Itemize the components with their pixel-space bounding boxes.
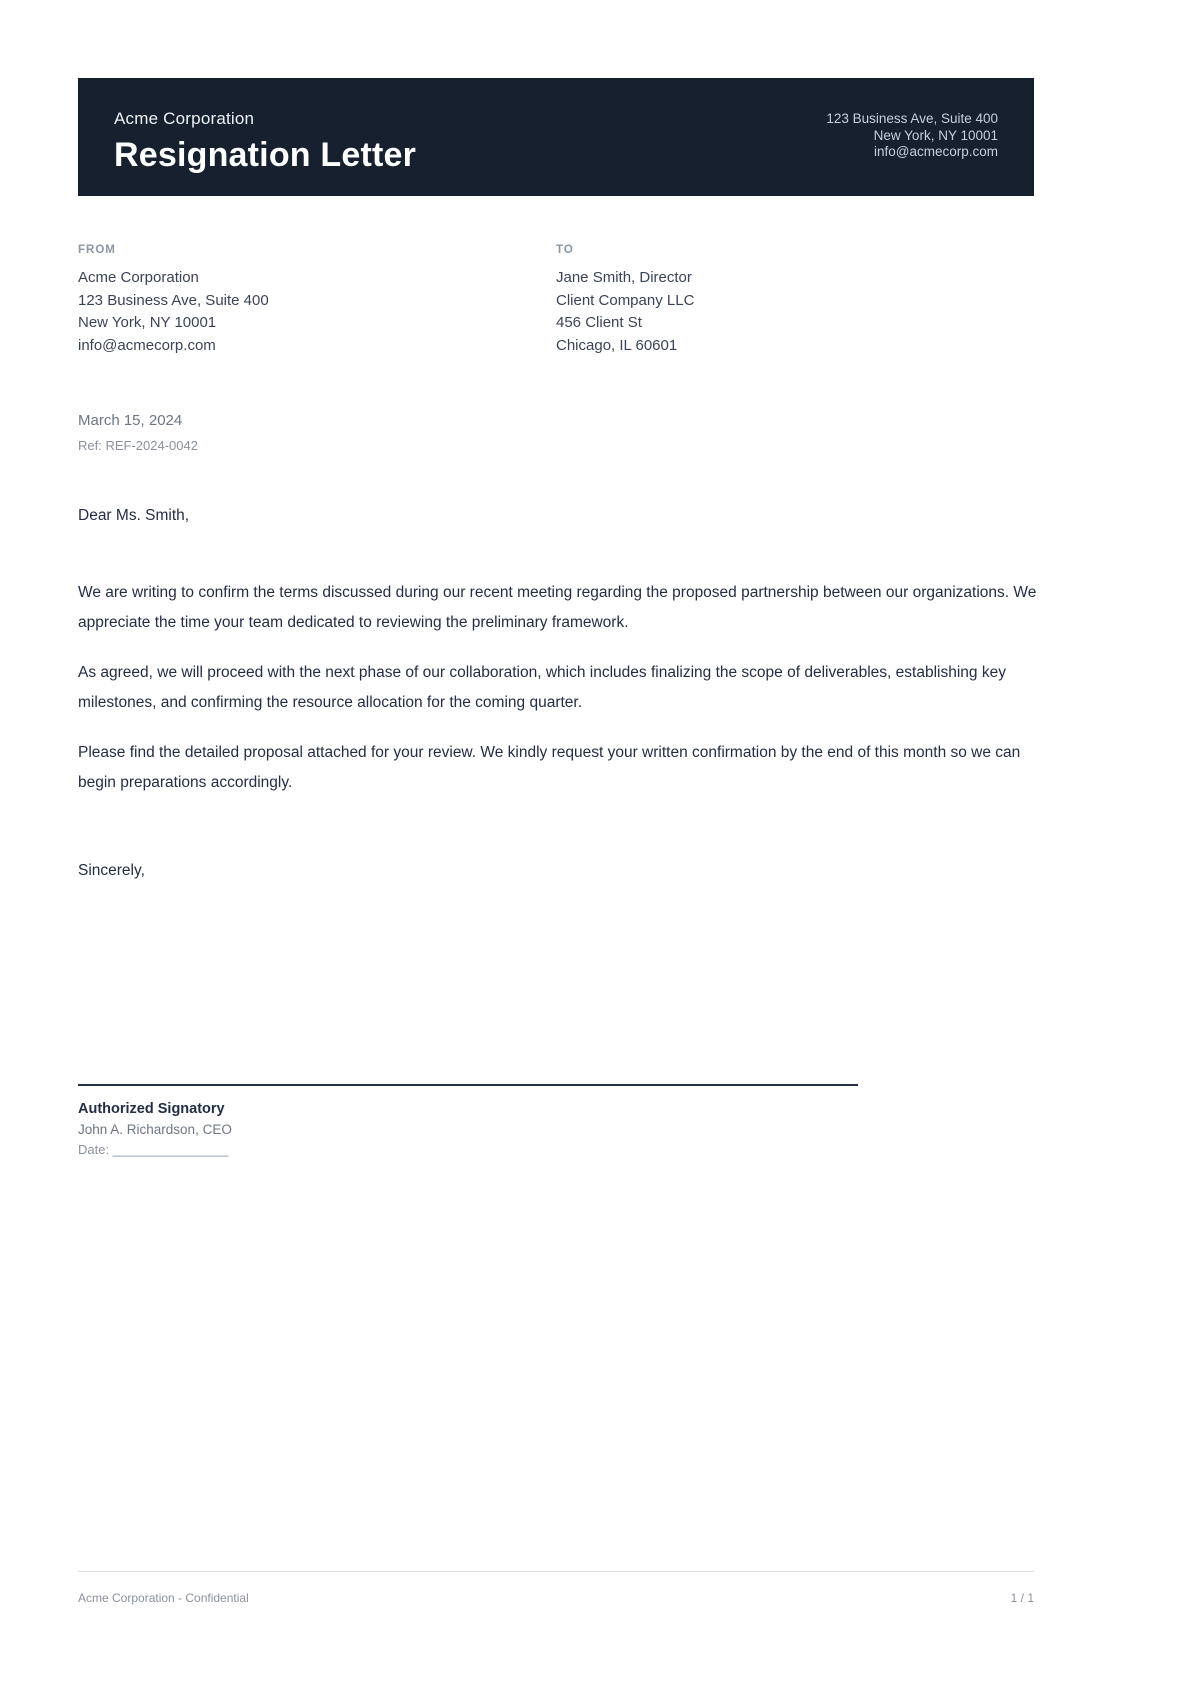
body-paragraph: As agreed, we will proceed with the next phase of our collaboration, which includes finalizing the scope of deliverables, establishing key milestones, and confirming the resource allocation for the coming quarter. — [78, 664, 1006, 711]
body-paragraph: Please find the detailed proposal attached for your review. We kindly request your written confirmation by the end of this month so we can begin preparations accordingly. — [78, 744, 1021, 791]
letterhead-identity — [114, 78, 416, 174]
signature-block — [78, 1084, 858, 1157]
parties-section — [78, 244, 1034, 357]
to-name: Jane Smith, Director — [556, 269, 692, 286]
to-block — [556, 244, 1034, 357]
signature-date-field: Date: ________________ — [78, 1142, 229, 1157]
to-company: Client Company LLC — [556, 291, 695, 309]
to-label: TO — [556, 244, 574, 256]
signatory-name: John A. Richardson, CEO — [78, 1122, 232, 1137]
letter-body — [78, 578, 1040, 818]
reference-number: Ref: REF-2024-0042 — [78, 438, 198, 453]
document-title: Resignation Letter — [114, 136, 417, 174]
date-block — [78, 412, 198, 453]
address-line-email: info@acmecorp.com — [874, 144, 998, 159]
body-paragraph: We are writing to confirm the terms discussed during our recent meeting regarding the proposed partnership between our organizations. We appreciate the time your team dedicated to reviewing the preliminary framework. — [78, 584, 1037, 631]
from-label: FROM — [78, 244, 116, 256]
to-city: Chicago, IL 60601 — [556, 336, 678, 354]
from-city: New York, NY 10001 — [78, 314, 217, 331]
footer-confidential-text: Acme Corporation - Confidential — [78, 1591, 249, 1605]
from-street: 123 Business Ave, Suite 400 — [78, 291, 269, 309]
signatory-heading: Authorized Signatory — [78, 1101, 225, 1117]
page-number: 1 / 1 — [1010, 1591, 1034, 1605]
address-line-street: 123 Business Ave, Suite 400 — [826, 111, 998, 126]
company-name: Acme Corporation — [114, 109, 255, 128]
closing: Sincerely, — [78, 862, 145, 879]
from-email: info@acmecorp.com — [78, 336, 216, 354]
to-street: 456 Client St — [556, 314, 642, 331]
from-block — [78, 244, 556, 357]
letterhead — [78, 78, 1034, 196]
letter-date: March 15, 2024 — [78, 412, 183, 429]
signature-line — [78, 1084, 858, 1086]
company-address — [826, 78, 998, 161]
salutation: Dear Ms. Smith, — [78, 507, 190, 524]
address-line-city: New York, NY 10001 — [873, 127, 998, 143]
page-footer — [78, 1571, 1034, 1605]
from-name: Acme Corporation — [78, 269, 199, 286]
